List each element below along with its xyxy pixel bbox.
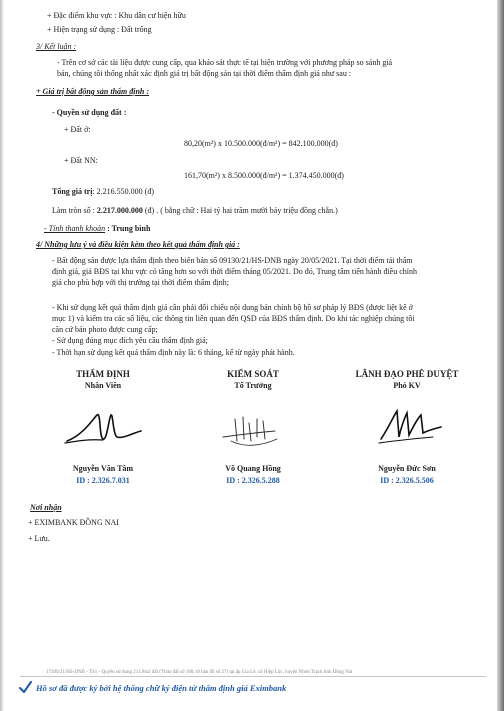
- note-4: - Thời hạn sử dụng kết quả thẩm định này là: 6 tháng, kể từ ngày phát hành.: [52, 348, 295, 357]
- rounded-value: 2.217.000.000: [96, 206, 143, 215]
- conclusion-text-1: - Trên cơ sở các tài liệu được cung cấp, qua khảo sát thực tế tại hiện trường với phương pháp so sánh giá: [57, 58, 393, 67]
- note-1-line-1: - Bất động sản được lựa thẩm định theo biên bản số 09130/21/HS-DNB ngày 20/05/2021. Tại thời điểm tái thẩm: [52, 256, 413, 265]
- recipient-archive: + Lưu.: [28, 534, 50, 543]
- liquidity-value: : Trung bình: [105, 224, 151, 233]
- signer-id: ID : 2.326.5.288: [226, 476, 280, 485]
- conclusion-heading: 3/ Kết luận :: [36, 42, 77, 51]
- signature-block-controller: [178, 368, 328, 487]
- liquidity-line: [44, 224, 150, 234]
- footer-divider: [20, 676, 486, 677]
- signer-id: ID : 2.326.5.506: [380, 476, 434, 485]
- rounded-value-line: [52, 206, 338, 216]
- signature-role: Tổ Trưởng: [234, 381, 272, 390]
- signature-title: LÃNH ĐẠO PHÊ DUYỆT: [355, 369, 459, 379]
- signer-name: Nguyễn Đức Sơn: [378, 464, 436, 473]
- land-rights-label: - Quyền sử dụng đất :: [52, 108, 127, 117]
- rounded-suffix: (đ) . ( bằng chữ : Hai tỷ hai trăm mười bảy triệu đồng chẵn.): [142, 206, 338, 215]
- footer-file-reference: 17209/21/HS-DNB - TS1 - Quyền sử dụng 211,9m2 đất (Thửa đất số 186; tờ bản đồ số 27) tại ấp Gia Lê, xã Hiệp Lộc, huyện Nhơn Trạch tỉnh Đồng Nai: [46, 670, 353, 675]
- signer-id: ID : 2.326.7.031: [76, 476, 130, 485]
- recipients-heading: Nơi nhận: [30, 503, 62, 512]
- conclusion-text-2: bán, chúng tôi thống nhất xác định giá trị bất động sản tại thời điểm thẩm định giá như sau :: [57, 69, 352, 78]
- notes-heading: 4/ Những lưu ý và điều kiện kèm theo kết quả thẩm định giá :: [36, 240, 240, 249]
- usage-status-line: + Hiện trạng sử dụng : Đất trống: [47, 25, 152, 34]
- agri-calculation: 161,70(m²) x 8.500.000(đ/m²) = 1.374.450.000(đ): [184, 171, 344, 180]
- signature-role: Nhân Viên: [84, 381, 122, 390]
- rounded-prefix: Làm tròn số :: [52, 206, 97, 215]
- total-label: Tổng giá trị: [52, 187, 93, 196]
- signature-block-appraiser: [28, 368, 178, 487]
- liquidity-label: - Tính thanh khoản: [44, 224, 106, 233]
- note-1-line-3: giá cho phù hợp với thị trường tại thời điểm thẩm định;: [52, 278, 230, 287]
- e-signature-notice: Hồ sơ đã được ký bởi hệ thống chữ ký điện tử thẩm định giá Eximbank: [36, 683, 287, 693]
- handwritten-signature: [213, 397, 293, 457]
- signature-block-approver: [332, 368, 482, 487]
- signer-name: Nguyễn Văn Tâm: [72, 464, 134, 473]
- handwritten-signature: [63, 397, 143, 457]
- note-2-line-2: mục 1) và kiểm tra các số liệu, các thông tin liên quan đến QSD của BĐS thẩm định. Do khi tác nghiệp chúng tôi: [52, 314, 415, 323]
- residential-label: + Đất ở:: [64, 125, 91, 134]
- agri-label: + Đất NN:: [64, 156, 98, 165]
- note-1-line-2: định giá, giá BĐS tại khu vực có tăng hơn so với thời điểm tháng 05/2021. Do đó, Trung tâm tiến hành điều chỉnh: [52, 267, 417, 276]
- valuation-heading: + Giá trị bất động sản thẩm định :: [36, 87, 150, 96]
- signature-role: Phó KV: [393, 381, 421, 390]
- scan-right-edge: [497, 0, 504, 711]
- note-2-line-3: căn cứ bản photo được cung cấp;: [52, 325, 158, 334]
- note-3: - Sử dụng đúng mục đích yêu cầu thẩm định giá;: [52, 336, 208, 345]
- signature-title: THẨM ĐỊNH: [76, 369, 130, 379]
- total-value: : 2.216.550.000 (đ): [92, 187, 155, 196]
- scan-left-edge: [0, 0, 4, 711]
- signature-title: KIỂM SOÁT: [227, 369, 279, 379]
- note-2-line-1: - Khi sử dụng kết quả thẩm định giá cần phải đối chiếu nội dung bản chính bộ hồ sơ pháp lý BĐS (được liệt kê ở: [52, 303, 413, 312]
- recipient-eximbank: + EXIMBANK ĐỒNG NAI: [28, 518, 119, 527]
- checkmark-icon: [18, 680, 32, 694]
- total-value-line: [52, 187, 154, 197]
- residential-calculation: 80,20(m²) x 10.500.000(đ/m²) = 842.100.000(đ): [184, 139, 338, 148]
- signer-name: Võ Quang Hồng: [225, 464, 281, 473]
- area-feature-line: + Đặc điểm khu vực : Khu dân cư hiện hữu: [47, 11, 186, 20]
- handwritten-signature: [367, 397, 447, 457]
